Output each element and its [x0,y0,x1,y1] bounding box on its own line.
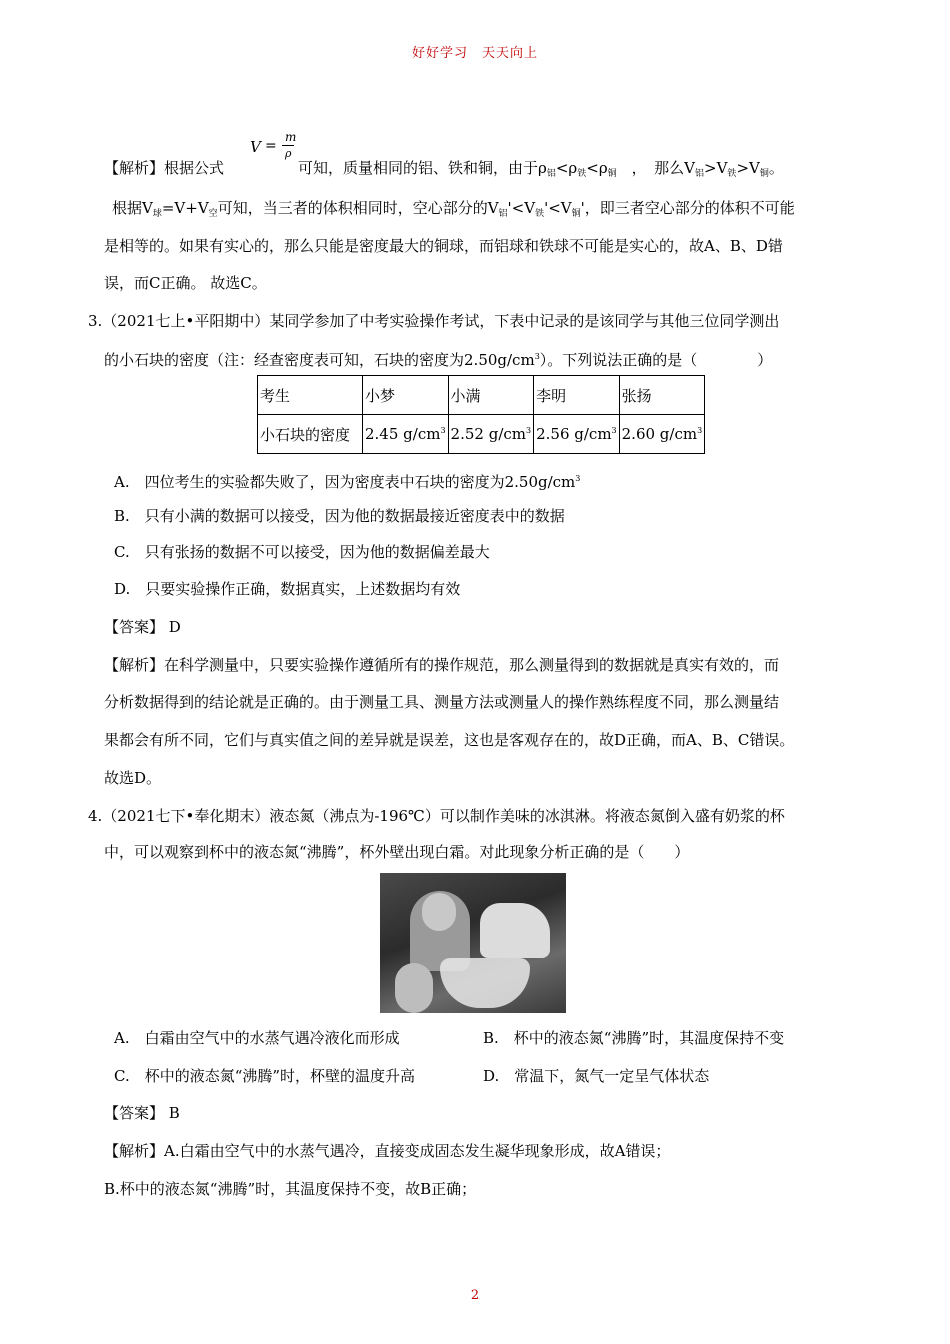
formula-eq: = [265,138,277,154]
q4-stem-line2: 中，可以观察到杯中的液态氮“沸腾”，杯外壁出现白霜。对此现象分析正确的是（ ） [104,843,690,861]
q4-option-a: A. 白霜由空气中的水蒸气遇冷液化而形成 [114,1029,400,1047]
photo-kettle [395,963,433,1013]
q2-analysis-line4: 误，而C正确。 故选C。 [104,274,267,292]
text: 根据V [112,199,153,217]
photo-bowl [440,958,530,1008]
subscript: 铁 [727,169,737,179]
text: A. 四位考生的实验都失败了，因为密度表中石块的密度为2.50g/cm [114,473,576,491]
q4-analysis-line2: B.杯中的液态氮“沸腾”时，其温度保持不变，故B正确； [104,1180,477,1198]
q3-option-b: B. 只有小满的数据可以接受，因为他的数据最接近密度表中的数据 [114,507,565,525]
value: 2.45 g/cm [365,425,441,443]
subscript: 铁 [577,169,587,179]
analysis-label: 【解析】 [104,159,165,177]
text: 根据公式 [164,159,225,177]
subscript: 铝 [546,169,556,179]
q3-analysis-line3: 果都会有所不同，它们与真实值之间的差异就是误差，这也是客观存在的，故D正确，而A、B、C错误。 [104,731,795,749]
subscript: 球 [152,209,162,219]
table-cell: 张扬 [619,376,705,415]
photo-mixer [480,903,550,958]
superscript: 3 [697,426,703,435]
text: ）。下列说法正确的是（ ） [539,351,773,369]
subscript: 空 [208,209,218,219]
text: <ρ [555,159,578,177]
text: =V+V [161,199,209,217]
text: 的小石块的密度（注：经查密度表可知，石块的密度为2.50g/cm [104,351,535,369]
table-header-row [258,376,705,415]
q2-analysis-line3: 是相等的。如果有实心的，那么只能是密度最大的铜球，而铝球和铁球不可能是实心的，故A、B、D错 [104,237,783,255]
photo-head [422,893,456,931]
text: >V [704,159,728,177]
superscript: 3 [526,426,532,435]
q3-option-c: C. 只有张扬的数据不可以接受，因为他的数据偏差最大 [114,543,490,561]
q3-stem-line1: 3.（2021七上•平阳期中）某同学参加了中考实验操作考试，下表中记录的是该同学与其他三位同学测出 [88,312,780,330]
q4-option-c: C. 杯中的液态氮“沸腾”时，杯壁的温度升高 [114,1067,416,1085]
q3-analysis-line4: 故选D。 [104,769,162,787]
subscript: 铝 [695,169,705,179]
q4-option-b: B. 杯中的液态氮“沸腾”时，其温度保持不变 [483,1029,785,1047]
text: '，即三者空心部分的体积不可能 [580,199,795,217]
text: 可知，当三者的体积相同时，空心部分的V [217,199,499,217]
subscript: 铜 [607,169,617,179]
text: 可知，质量相同的铝、铁和铜，由于ρ [298,159,547,177]
subscript: 铜 [759,169,769,179]
table-cell: 考生 [258,376,363,415]
text: '<V [544,199,572,217]
q4-option-d: D. 常温下，氮气一定呈气体状态 [483,1067,710,1085]
superscript: 3 [534,352,540,361]
table-cell: 小石块的密度 [258,415,363,454]
table-cell: 小满 [448,376,534,415]
q2-analysis-line1b [298,158,784,184]
subscript: 铜 [571,209,581,219]
formula-m: m [285,130,297,144]
liquid-nitrogen-photo [380,873,566,1013]
table-cell [619,415,705,454]
q3-stem-line2 [104,347,772,370]
text: <ρ [586,159,608,177]
superscript: 3 [440,426,446,435]
superscript: 3 [611,426,617,435]
density-table [257,375,705,454]
text: 。 [768,159,784,177]
page-header: 好好学习 天天向上 [411,46,538,61]
formula-v: V [250,138,261,156]
table-cell [534,415,620,454]
text: ， 那么V [616,159,695,177]
fraction-bar [282,145,294,146]
table-cell: 小梦 [363,376,449,415]
value: 2.52 g/cm [450,425,526,443]
page-number: 2 [470,1288,480,1303]
q2-analysis-line2 [112,198,795,224]
value: 2.56 g/cm [536,425,612,443]
q3-analysis-line2: 分析数据得到的结论就是正确的。由于测量工具、测量方法或测量人的操作熟练程度不同，那么测量结 [104,693,780,711]
table-cell [363,415,449,454]
q3-analysis-line1: 【解析】在科学测量中，只要实验操作遵循所有的操作规范，那么测量得到的数据就是真实有效的，而 [104,656,780,674]
subscript: 铝 [498,209,508,219]
q3-option-d: D. 只要实验操作正确，数据真实，上述数据均有效 [114,580,461,598]
q3-option-a [114,469,580,492]
superscript: 3 [575,474,581,483]
q3-answer: 【答案】 D [104,618,181,636]
q2-analysis-line1 [104,158,224,178]
q4-stem-line1: 4.（2021七下•奉化期末）液态氮（沸点为-196℃）可以制作美味的冰淇淋。将液态氮倒入盛有奶浆的杯 [88,807,785,825]
table-row [258,415,705,454]
table-cell [448,415,534,454]
text: >V [736,159,760,177]
value: 2.60 g/cm [621,425,698,443]
subscript: 铁 [535,209,545,219]
text: '<V [507,199,536,217]
q4-analysis-line1: 【解析】A.白霜由空气中的水蒸气遇冷，直接变成固态发生凝华现象形成，故A错误； [104,1142,671,1160]
table-cell: 李明 [534,376,620,415]
q4-answer: 【答案】 B [104,1104,180,1122]
formula-rho: ρ [285,147,292,160]
